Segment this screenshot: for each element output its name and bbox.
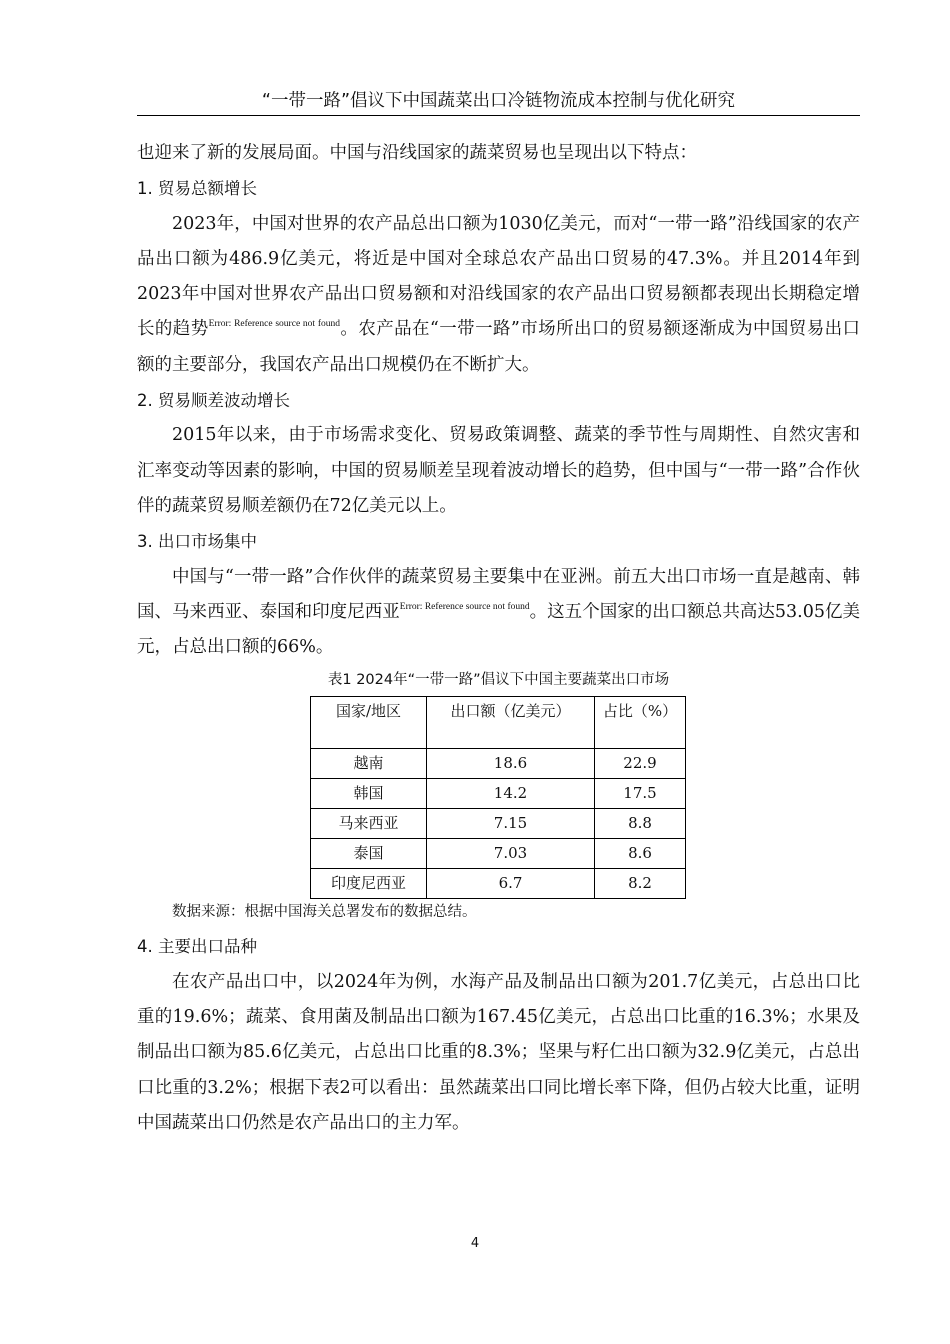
table-row: [311, 809, 686, 839]
intro-paragraph: 也迎来了新的发展局面。中国与沿线国家的蔬菜贸易也呈现出以下特点：: [137, 143, 697, 163]
column-header-export-value: 出口额（亿美元）: [427, 697, 595, 749]
cell-export-value: 14.2: [427, 779, 595, 809]
cell-country: 马来西亚: [311, 809, 427, 839]
cell-country: 印度尼西亚: [311, 869, 427, 899]
section-heading-market-concentration: 3. 出口市场集中: [137, 532, 257, 552]
paragraph-text: 中国与“一带一路”合作伙伴的蔬菜贸易主要集中在亚洲。前五大出口市场一直是越南、韩国、马来西亚、泰国和印度尼西亚: [137, 566, 860, 622]
cell-export-value: 18.6: [427, 749, 595, 779]
cell-country: 韩国: [311, 779, 427, 809]
table-header-row: [311, 697, 686, 749]
column-header-share: 占比（%）: [595, 697, 686, 749]
section-heading-main-products: 4. 主要出口品种: [137, 937, 257, 957]
cell-share: 8.8: [595, 809, 686, 839]
paragraph-text: 2023年，中国对世界的农产品总出口额为1030亿美元，而对“一带一路”沿线国家的农产品出口额为486.9亿美元，将近是中国对全球总农产品出口贸易的47.3%。并且2014年到2023年中国对世界农产品出口贸易额和对沿线国家的农产品出口贸易额都表现出长期稳定增长的趋势: [137, 213, 860, 340]
table-row: [311, 869, 686, 899]
section-paragraph-market-concentration: [137, 560, 860, 666]
cell-export-value: 6.7: [427, 869, 595, 899]
section-paragraph-trade-total: [137, 207, 860, 383]
cell-country: 泰国: [311, 839, 427, 869]
cell-share: 22.9: [595, 749, 686, 779]
reference-error-marker: Error: Reference source not found: [399, 601, 530, 612]
cell-share: 8.6: [595, 839, 686, 869]
table-row: [311, 839, 686, 869]
cell-share: 17.5: [595, 779, 686, 809]
table-source-note: 数据来源：根据中国海关总署发布的数据总结。: [172, 904, 477, 921]
reference-error-marker: Error: Reference source not found: [208, 319, 341, 330]
section-heading-trade-total: 1. 贸易总额增长: [137, 179, 257, 199]
cell-country: 越南: [311, 749, 427, 779]
page-number: 4: [470, 1236, 480, 1251]
table-row: [311, 749, 686, 779]
cell-share: 8.2: [595, 869, 686, 899]
body-text: [137, 136, 860, 1141]
column-header-country: 国家/地区: [311, 697, 427, 749]
section-paragraph-trade-surplus: 2015年以来，由于市场需求变化、贸易政策调整、蔬菜的季节性与周期性、自然灾害和汇率变动等因素的影响，中国的贸易顺差呈现着波动增长的趋势，但中国与“一带一路”合作伙伴的蔬菜贸易顺差额仍在72亿美元以上。: [137, 425, 860, 516]
table-caption: 表1 2024年“一带一路”倡议下中国主要蔬菜出口市场: [327, 672, 670, 689]
cell-export-value: 7.03: [427, 839, 595, 869]
paragraph-text: 。农产品在“一带一路”市场所出口的贸易额逐渐成为中国贸易出口额的主要部分，我国农产品出口规模仍在不断扩大。: [137, 319, 860, 375]
paragraph-text: 。这五个国家的出口额总共高达53.05亿美元，占总出口额的66%。: [137, 601, 861, 658]
running-header: “一带一路”倡议下中国蔬菜出口冷链物流成本控制与优化研究: [137, 88, 860, 116]
export-markets-table: [310, 696, 686, 899]
cell-export-value: 7.15: [427, 809, 595, 839]
table-row: [311, 779, 686, 809]
section-heading-trade-surplus: 2. 贸易顺差波动增长: [137, 391, 290, 411]
section-paragraph-main-products: 在农产品出口中，以2024年为例，水海产品及制品出口额为201.7亿美元，占总出口比重的19.6%；蔬菜、食用菌及制品出口额为167.45亿美元，占总出口比重的16.3%；水果及制品出口额为85.6亿美元，占总出口比重的8.3%；坚果与籽仁出口额为32.9亿美元，占总出口比重的3.2%；根据下表2可以看出：虽然蔬菜出口同比增长率下降，但仍占较大比重，证明中国蔬菜出口仍然是农产品出口的主力军。: [137, 971, 860, 1133]
